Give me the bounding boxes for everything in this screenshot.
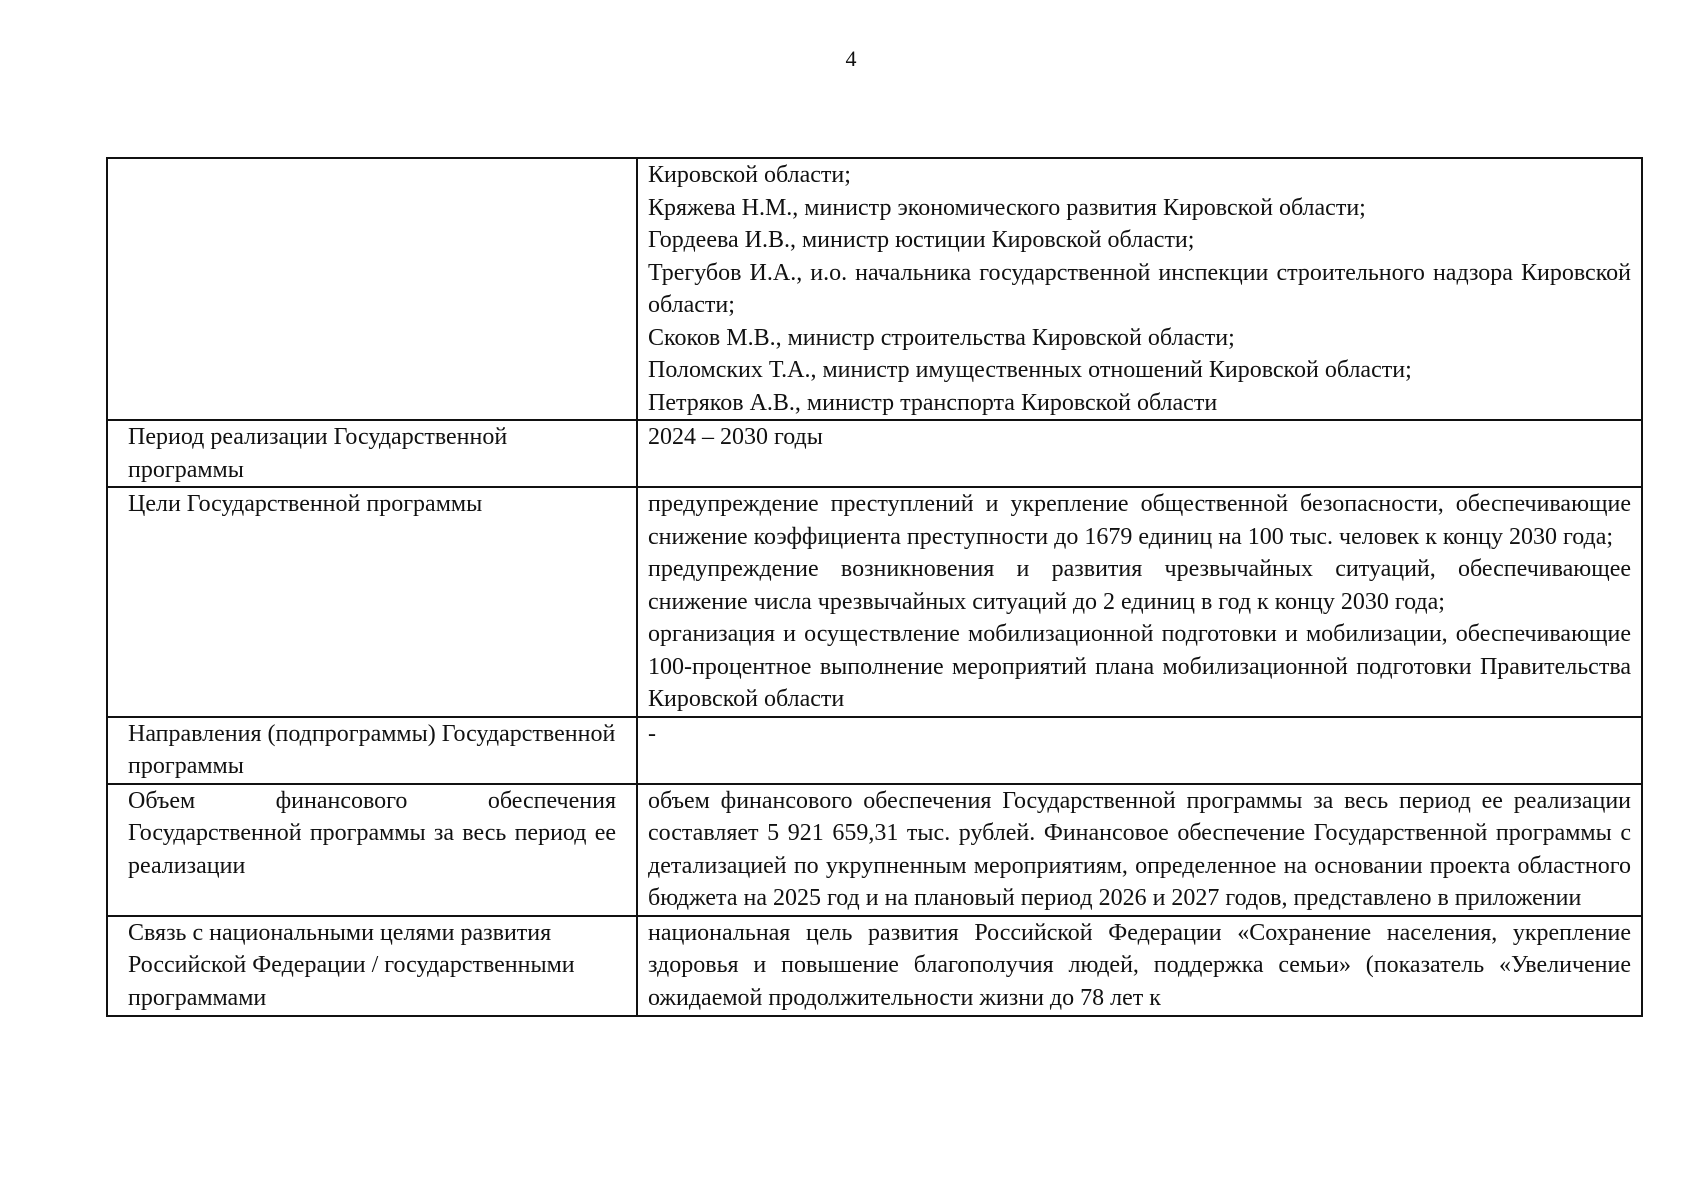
- row-label-empty: [107, 158, 637, 420]
- period-label: Период реализации Государственной программы: [128, 424, 508, 483]
- national-goals-value: национальная цель развития Российской Федерации «Сохранение населения, укрепление здоровья и повышение благополучия людей, поддержка семьи» (показатель «Увеличение ожидаемой продолжительности жизни до 78 лет к: [648, 919, 1631, 1011]
- row-label: [107, 784, 637, 916]
- national-goals-value-cell: [637, 916, 1642, 1016]
- period-value-cell: [637, 420, 1642, 487]
- directions-label: Направления (подпрограммы) Государственной программы: [128, 720, 616, 779]
- funding-label: Объем финансового обеспечения Государственной программы за весь период ее реализации: [128, 787, 616, 879]
- program-passport-table: [106, 157, 1643, 1017]
- list-item: Гордеева И.В., министр юстиции Кировской области;: [648, 227, 1195, 253]
- list-item: Кировской области;: [648, 162, 851, 188]
- list-item: Петряков А.В., министр транспорта Кировской области: [648, 389, 1218, 416]
- funding-value: объем финансового обеспечения Государственной программы за весь период ее реализации составляет 5 921 659,31 тыс. рублей. Финансовое обеспечение Государственной программы с детализацией по укрупненным мероприятиям, определенное на основании проекта областного бюджета на 2025 год и на плановый период 2026 и 2027 годов, представлено в приложении: [648, 787, 1631, 911]
- directions-value-cell: [637, 717, 1642, 784]
- row-label: [107, 717, 637, 784]
- row-label: [107, 916, 637, 1016]
- table-row: [107, 916, 1642, 1016]
- funding-value-cell: [637, 784, 1642, 916]
- list-item: Поломских Т.А., министр имущественных отношений Кировской области;: [648, 357, 1412, 383]
- row-label: [107, 420, 637, 487]
- goals-value-cell: [637, 487, 1642, 717]
- national-goals-label: Связь с национальными целями развития Российской Федерации / государственными программами: [128, 919, 575, 1011]
- directions-value: -: [648, 720, 656, 747]
- table-row: [107, 158, 1642, 420]
- responsible-persons-cell: [637, 158, 1642, 420]
- list-item: Скоков М.В., министр строительства Кировской области;: [648, 324, 1235, 351]
- table-row: [107, 717, 1642, 784]
- list-item: Трегубов И.А., и.о. начальника государственной инспекции строительного надзора Кировской области;: [648, 259, 1631, 318]
- period-value: 2024 – 2030 годы: [648, 424, 823, 450]
- page-number: 4: [845, 46, 857, 71]
- row-label: [107, 487, 637, 717]
- list-item: предупреждение возникновения и развития чрезвычайных ситуаций, обеспечивающее снижение числа чрезвычайных ситуаций до 2 единиц в год к концу 2030 года;: [648, 556, 1631, 615]
- table-row: [107, 487, 1642, 717]
- list-item: организация и осуществление мобилизационной подготовки и мобилизации, обеспечивающие 100-процентное выполнение мероприятий плана мобилизационной подготовки Правительства Кировской области: [648, 621, 1631, 712]
- list-item: Кряжева Н.М., министр экономического развития Кировской области;: [648, 194, 1366, 221]
- list-item: предупреждение преступлений и укрепление общественной безопасности, обеспечивающие снижение коэффициента преступности до 1679 единиц на 100 тыс. человек к концу 2030 года;: [648, 491, 1631, 550]
- goals-label: Цели Государственной программы: [128, 491, 483, 517]
- table-row: [107, 420, 1642, 487]
- table-row: [107, 784, 1642, 916]
